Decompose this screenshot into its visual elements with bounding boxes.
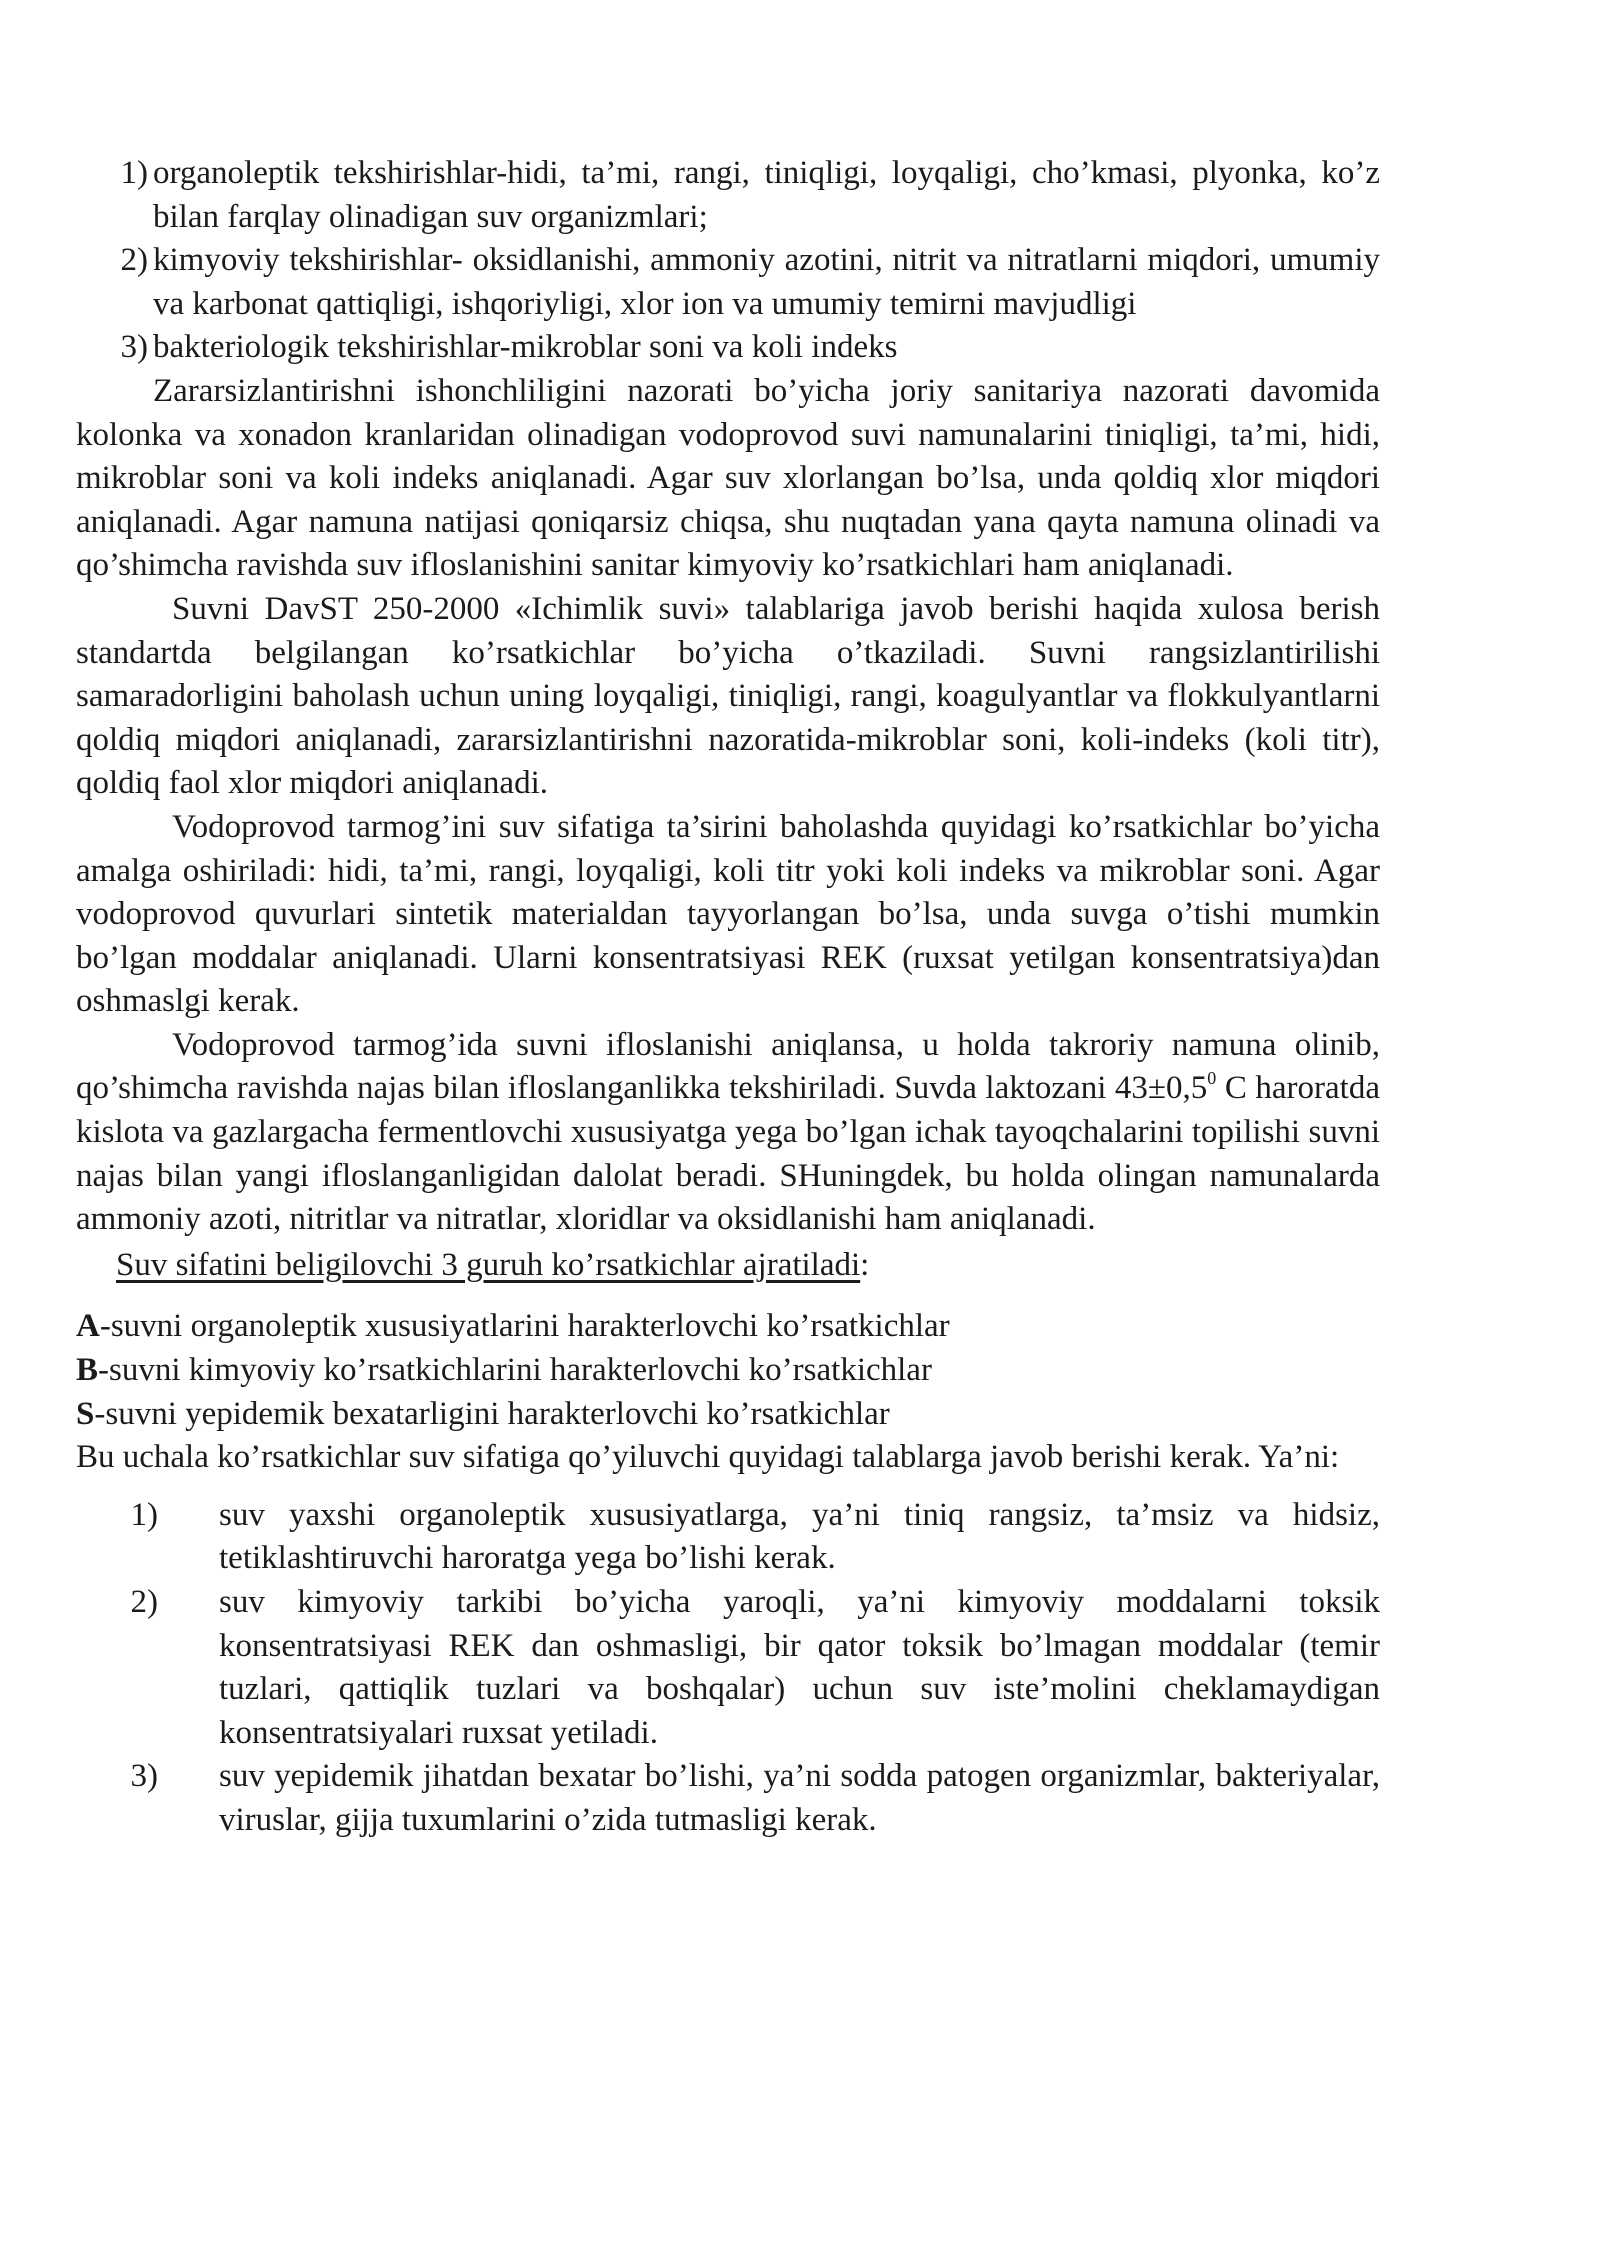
group-letter: B bbox=[76, 1352, 99, 1389]
list-text: suv yepidemik jihatdan bexatar bo’lishi, ya’ni sodda patogen organizmlar, bakteriyalar, viruslar, gijja tuxumlarini o’zida tutmasligi kerak. bbox=[219, 1758, 1380, 1838]
paragraph-requirements-intro: Bu uchala ko’rsatkichlar suv sifatiga qo’yiluvchi quyidagi talablarga javob berishi kerak. Ya’ni: bbox=[76, 1439, 1340, 1476]
group-letter: S bbox=[76, 1395, 95, 1432]
degree-superscript: 0 bbox=[1207, 1068, 1217, 1089]
list-number: 3) bbox=[130, 1758, 158, 1795]
list-item bbox=[76, 1581, 1380, 1755]
list-item bbox=[76, 239, 1380, 326]
list-text: suv kimyoviy tarkibi bo’yicha yaroqli, ya’ni kimyoviy moddalarni toksik konsentratsiyasi REK dan oshmasligi, bir qator toksik bo’lmagan moddalar (temir tuzlari, qattiqlik tuzlari va boshqalar) uchun suv iste’molini cheklamaydigan konsentratsiyalari ruxsat yetiladi. bbox=[219, 1584, 1380, 1751]
paragraph-text: Vodoprovod tarmog’ida suvni ifloslanishi aniqlansa, u holda takroriy namuna olinib, qo’shimcha ravishda najas bilan ifloslanganlikka tekshiriladi. Suvda laktozani 43±0,5 bbox=[76, 1026, 1380, 1107]
group-letter: A bbox=[76, 1308, 100, 1345]
paragraph-standard-compliance: Suvni DavST 250-2000 «Ichimlik suvi» talablariga javob berishi haqida xulosa berish standartda belgilangan ko’rsatkichlar bo’yicha o’tkaziladi. Suvni rangsizlantirilishi samaradorligini baholash uchun uning loyqaligi, tiniqligi, rangi, koagulyantlar va flokkulyantlarni qoldiq miqdori aniqlanadi, zararsizlantirishni nazoratida-mikroblar soni, koli-indeks (koli titr), qoldiq faol xlor miqdori aniqlanadi. bbox=[76, 590, 1380, 802]
group-item bbox=[76, 1393, 1380, 1437]
heading-text: Suv sifatini beligilovchi 3 guruh ko’rsatkichlar ajratiladi bbox=[116, 1246, 861, 1283]
list-item bbox=[76, 1494, 1380, 1581]
requirements-list bbox=[76, 1494, 1380, 1843]
list-number: 1) bbox=[120, 155, 148, 191]
group-text: -suvni yepidemik bexatarligini harakterlovchi ko’rsatkichlar bbox=[94, 1395, 890, 1432]
paragraph-text: C haroratda kislota va gazlargacha fermentlovchi xususiyatga yega bo’lgan ichak tayoqchalarini topilishi suvni najas bilan yangi ifloslanganligidan dalolat beradi. SHuningdek, bu holda olingan namunalarda ammoniy azoti, nitritlar va nitratlar, xloridlar va oksidlanishi ham aniqlanadi. bbox=[76, 1070, 1380, 1238]
indicator-groups bbox=[76, 1305, 1380, 1436]
list-number: 1) bbox=[130, 1496, 158, 1533]
list-number: 3) bbox=[120, 329, 148, 366]
section-heading bbox=[76, 1244, 1380, 1288]
list-item bbox=[76, 1755, 1380, 1842]
list-item bbox=[76, 326, 1380, 370]
paragraph-contamination bbox=[76, 1024, 1380, 1242]
list-number: 2) bbox=[130, 1584, 158, 1620]
tests-list bbox=[76, 152, 1380, 370]
group-item bbox=[76, 1349, 1380, 1393]
list-item bbox=[76, 152, 1380, 239]
list-text: bakteriologik tekshirishlar-mikroblar soni va koli indeks bbox=[153, 329, 898, 366]
group-text: -suvni kimyoviy ko’rsatkichlarini harakterlovchi ko’rsatkichlar bbox=[98, 1352, 932, 1389]
paragraph-disinfection-control: Zararsizlantirishni ishonchliligini nazorati bo’yicha joriy sanitariya nazorati davomida kolonka va xonadon kranlaridan olinadigan vodoprovod suvi namunalarini tiniqligi, ta’mi, hidi, mikroblar soni va koli indeks aniqlanadi. Agar suv xlorlangan bo’lsa, unda qoldiq xlor miqdori aniqlanadi. Agar namuna natijasi qoniqarsiz chiqsa, shu nuqtadan yana qayta namuna olinadi va qo’shimcha ravishda suv ifloslanishini sanitar kimyoviy ko’rsatkichlari ham aniqlanadi. bbox=[76, 372, 1380, 584]
group-item bbox=[76, 1305, 1380, 1349]
list-text: organoleptik tekshirishlar-hidi, ta’mi, rangi, tiniqligi, loyqaligi, cho’kmasi, plyonka, ko’z bilan farqlay olinadigan suv organizmlari; bbox=[153, 155, 1380, 235]
list-text: suv yaxshi organoleptik xususiyatlarga, ya’ni tiniq rangsiz, ta’msiz va hidsiz, tetiklashtiruvchi haroratga yega bo’lishi kerak. bbox=[219, 1496, 1380, 1577]
group-text: -suvni organoleptik xususiyatlarini harakterlovchi ko’rsatkichlar bbox=[99, 1308, 950, 1345]
list-number: 2) bbox=[120, 242, 148, 279]
list-text: kimyoviy tekshirishlar- oksidlanishi, ammoniy azotini, nitrit va nitratlarni miqdori, umumiy va karbonat qattiqligi, ishqoriyligi, xlor ion va umumiy temirni mavjudligi bbox=[153, 242, 1380, 322]
heading-colon: : bbox=[860, 1246, 870, 1283]
paragraph-network-influence: Vodoprovod tarmog’ini suv sifatiga ta’sirini baholashda quyidagi ko’rsatkichlar bo’yicha amalga oshiriladi: hidi, ta’mi, rangi, loyqaligi, koli titr yoki koli indeks va mikroblar soni. Agar vodoprovod quvurlari sintetik materialdan tayyorlangan bo’lsa, unda suvga o’tishi mumkin bo’lgan moddalar aniqlanadi. Ularni konsentratsiyasi REK (ruxsat yetilgan konsentratsiya)dan oshmaslgi kerak. bbox=[76, 808, 1380, 1020]
